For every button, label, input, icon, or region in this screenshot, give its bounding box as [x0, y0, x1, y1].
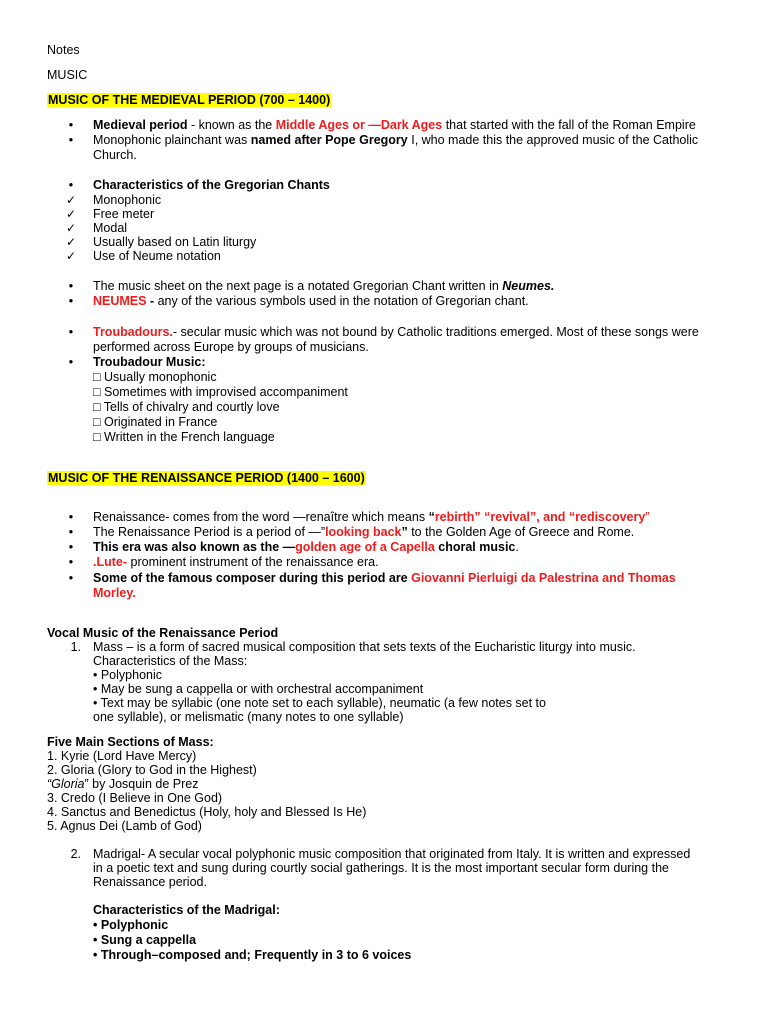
renaissance-heading: [47, 471, 366, 486]
troubadours-term: Troubadours.: [93, 325, 173, 339]
medieval-bullet-2-cont: Church.: [93, 148, 137, 162]
vocal-music-heading: Vocal Music of the Renaissance Period: [47, 626, 279, 640]
bullet-icon: •: [68, 294, 74, 308]
renaissance-bullet-2: [93, 525, 634, 540]
section-item: 4. Sanctus and Benedictus (Holy, holy and Blessed Is He): [47, 805, 367, 819]
gloria-title: “Gloria: [47, 777, 85, 791]
section-item: 3. Credo (I Believe in One God): [47, 791, 223, 805]
bullet-icon: •: [68, 540, 74, 554]
neumes-term: Neumes.: [502, 279, 555, 293]
bullet-icon: •: [68, 178, 74, 192]
text-span: any of the various symbols used in the notation of Gregorian chant.: [157, 294, 529, 308]
bullet-icon: •: [68, 355, 74, 369]
section-item: 2. Gloria (Glory to God in the Highest): [47, 763, 257, 777]
neumes-definition: [93, 294, 529, 309]
looking-back-term: looking back: [325, 525, 402, 539]
text-span: The music sheet on the next page is a notated Gregorian Chant written in: [93, 279, 503, 293]
music-sheet-note: [93, 279, 554, 294]
text-span: to the Golden Age of Greece and Rome.: [407, 525, 635, 539]
madrigal-char-item: • Sung a cappella: [93, 933, 197, 947]
madrigal-number: 2.: [70, 847, 81, 861]
troubadour-item: □ Sometimes with improvised accompaniment: [93, 385, 348, 399]
chant-item: Use of Neume notation: [93, 249, 221, 263]
pope-gregory-term: named after Pope Gregory: [250, 133, 408, 147]
troubadour-item: □ Originated in France: [93, 415, 218, 429]
text-span: ” by Josquin de Prez: [84, 777, 199, 791]
mass-number: 1.: [70, 640, 81, 654]
checkmark-icon: ✓: [66, 207, 77, 221]
gloria-note: [47, 777, 198, 792]
text-span: I, who made this the approved music of the Catholic: [407, 133, 699, 147]
composers-term: Giovanni Pierluigi da Palestrina and Thomas: [411, 571, 676, 585]
text-span: choral music: [434, 540, 516, 554]
chant-item: Free meter: [93, 207, 155, 221]
mass-line: one syllable), or melismatic (many notes to one syllable): [93, 710, 404, 724]
troubadour-heading: Troubadour Music:: [93, 355, 206, 369]
text-span: ”: [645, 510, 650, 524]
checkmark-icon: ✓: [66, 249, 77, 263]
mass-line: • Text may be syllabic (one note set to each syllable), neumatic (a few notes set to: [93, 696, 546, 710]
checkmark-icon: ✓: [66, 235, 77, 249]
bullet-icon: •: [68, 525, 74, 539]
section-item: 1. Kyrie (Lord Have Mercy): [47, 749, 197, 763]
text-span: -: [146, 294, 158, 308]
bullet-icon: •: [68, 133, 74, 147]
medieval-bullet-2: [93, 133, 698, 148]
bullet-icon: •: [68, 325, 74, 339]
bullet-icon: •: [68, 555, 74, 569]
text-span: “: [428, 510, 435, 524]
medieval-heading: [47, 93, 331, 108]
text-span: - known as the: [187, 118, 276, 132]
troubadours-definition: [93, 325, 699, 340]
renaissance-bullet-5-cont: Morley.: [93, 586, 136, 600]
text-span: that started with the fall of the Roman Empire: [442, 118, 696, 132]
renaissance-bullet-1: [93, 510, 650, 525]
medieval-period-term: Medieval period: [93, 118, 188, 132]
madrigal-line: Madrigal- A secular vocal polyphonic music composition that originated from Italy. It is written and expressed: [93, 847, 691, 861]
chant-heading: Characteristics of the Gregorian Chants: [93, 178, 330, 192]
mass-line: • Polyphonic: [93, 668, 163, 682]
neumes-label: NEUMES: [93, 294, 147, 308]
checkmark-icon: ✓: [66, 221, 77, 235]
troubadour-item: □ Usually monophonic: [93, 370, 217, 384]
chant-item: Monophonic: [93, 193, 162, 207]
checkmark-icon: ✓: [66, 193, 77, 207]
mass-line: • May be sung a cappella or with orchestral accompaniment: [93, 682, 424, 696]
troubadour-item: □ Written in the French language: [93, 430, 275, 444]
middle-ages-term: Middle Ages or —Dark Ages: [275, 118, 443, 132]
medieval-heading-text: MUSIC OF THE MEDIEVAL PERIOD (700 – 1400): [48, 93, 331, 107]
text-span: Monophonic plainchant was: [93, 133, 251, 147]
text-span: This era was also known as the —: [93, 540, 296, 554]
section-item: 5. Agnus Dei (Lamb of God): [47, 819, 202, 833]
text-span: The Renaissance Period is a period of —”: [93, 525, 326, 539]
text-span: Some of the famous composer during this period are: [93, 571, 412, 585]
troubadour-item: □ Tells of chivalry and courtly love: [93, 400, 280, 414]
subject-label: MUSIC: [47, 68, 88, 82]
bullet-icon: •: [68, 510, 74, 524]
renaissance-bullet-5: [93, 571, 676, 586]
bullet-icon: •: [68, 279, 74, 293]
mass-line: Mass – is a form of sacred musical composition that sets texts of the Eucharistic liturgy into music.: [93, 640, 636, 654]
mass-line: Characteristics of the Mass:: [93, 654, 248, 668]
text-span: Renaissance- comes from the word —renaître which means: [93, 510, 429, 524]
sections-heading: Five Main Sections of Mass:: [47, 735, 214, 749]
text-span: - secular music which was not bound by Catholic traditions emerged. Most of these songs were: [172, 325, 699, 339]
medieval-bullet-1: [93, 118, 696, 133]
golden-age-term: golden age of a Capella: [295, 540, 435, 554]
chant-item: Usually based on Latin liturgy: [93, 235, 257, 249]
madrigal-char-item: • Through–composed and; Frequently in 3 to 6 voices: [93, 948, 412, 962]
rebirth-term: rebirth” “revival”, and “rediscovery: [434, 510, 646, 524]
bullet-icon: •: [68, 118, 74, 132]
madrigal-char-heading: Characteristics of the Madrigal:: [93, 903, 280, 917]
bullet-icon: •: [68, 571, 74, 585]
text-span: prominent instrument of the renaissance era.: [127, 555, 379, 569]
madrigal-line: Renaissance period.: [93, 875, 207, 889]
renaissance-heading-text: MUSIC OF THE RENAISSANCE PERIOD (1400 – 1600): [48, 471, 365, 485]
chant-item: Modal: [93, 221, 128, 235]
lute-term: .Lute-: [93, 555, 128, 569]
notes-label: Notes: [47, 43, 80, 57]
madrigal-char-item: • Polyphonic: [93, 918, 169, 932]
renaissance-bullet-4: [93, 555, 379, 570]
troubadours-definition-cont: performed across Europe by groups of musicians.: [93, 340, 369, 354]
text-span: ”: [401, 525, 408, 539]
renaissance-bullet-3: [93, 540, 519, 555]
text-span: .: [515, 540, 519, 554]
madrigal-line: in a poetic text and sung during courtly social gatherings. It is the most important secular form during the: [93, 861, 669, 875]
